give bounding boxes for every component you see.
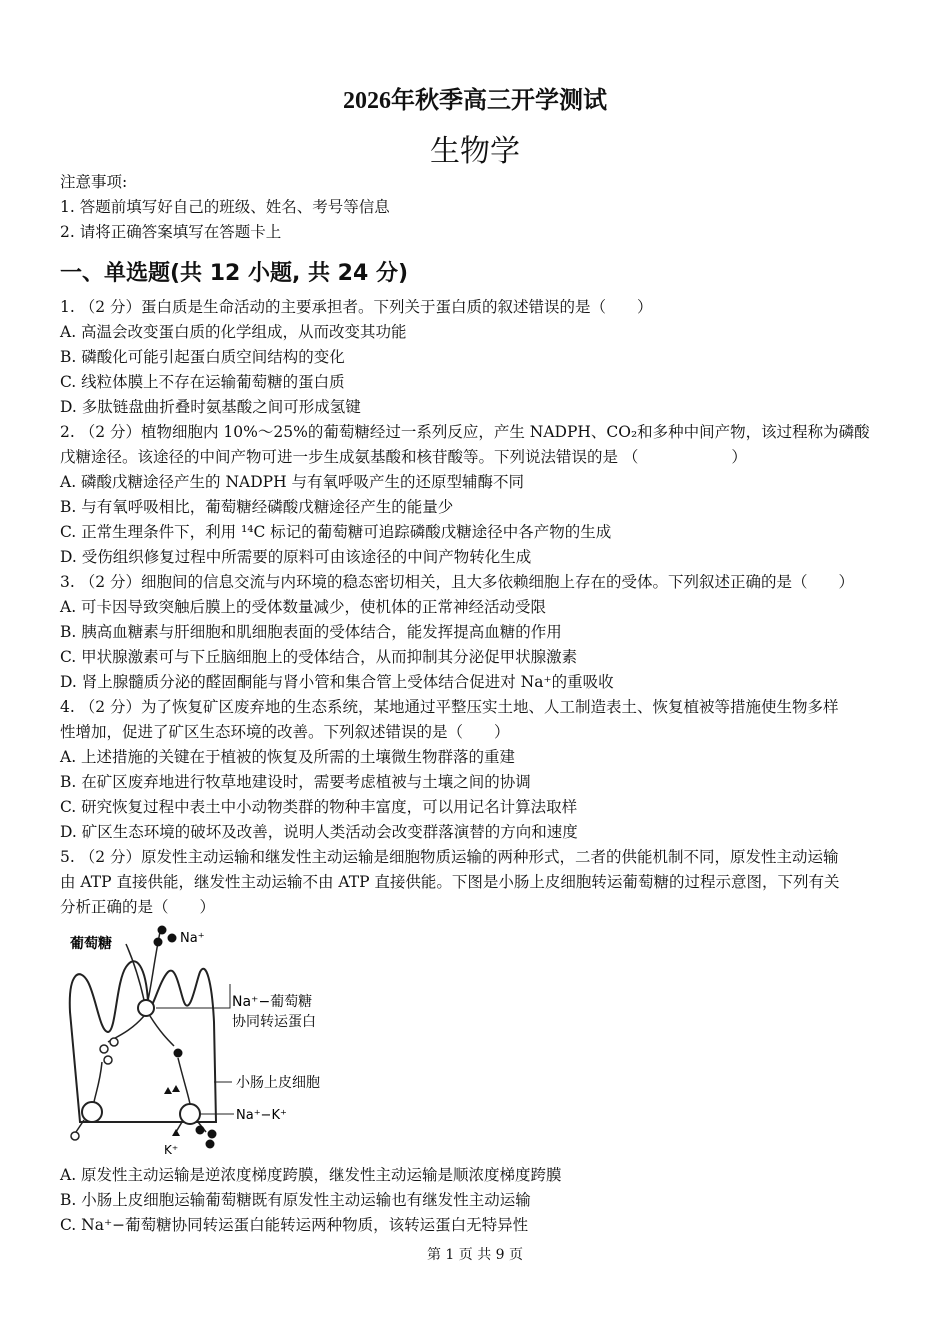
label-pump: Na⁺−K⁺	[236, 1108, 287, 1123]
section-title: 一、单选题(共 12 小题, 共 24 分)	[60, 261, 408, 286]
q1-option-c: C. 线粒体膜上不存在运输葡萄糖的蛋白质	[60, 373, 345, 391]
q2-option-a: A. 磷酸戊糖途径产生的 NADPH 与有氧呼吸产生的还原型辅酶不同	[60, 473, 525, 491]
q4-option-d: D. 矿区生态环境的破坏及改善，说明人类活动会改变群落演替的方向和速度	[60, 823, 578, 841]
label-glucose: 葡萄糖	[70, 936, 112, 952]
label-cotransporter-1: Na⁺−葡萄糖	[232, 994, 313, 1010]
q4-option-b: B. 在矿区废弃地进行牧草地建设时，需要考虑植被与土壤之间的协调	[60, 773, 531, 791]
q2-stem-line-1: 2. （2 分）植物细胞内 10%～25%的葡萄糖经过一系列反应，产生 NADPH、CO₂和多种中间产物，该过程称为磷酸	[60, 423, 870, 441]
notes-item-1: 1. 答题前填写好自己的班级、姓名、考号等信息	[60, 198, 390, 216]
q1-stem: 1. （2 分）蛋白质是生命活动的主要承担者。下列关于蛋白质的叙述错误的是（ ）	[60, 298, 653, 316]
q2-option-b: B. 与有氧呼吸相比，葡萄糖经磷酸戊糖途径产生的能量少	[60, 498, 454, 516]
q3-option-a: A. 可卡因导致突触后膜上的受体数量减少，使机体的正常神经活动受限	[60, 598, 547, 616]
q5-stem-line-3: 分析正确的是（ ）	[60, 898, 216, 916]
label-k: K⁺	[164, 1143, 179, 1157]
cell-membrane	[70, 961, 216, 1122]
label-cell: 小肠上皮细胞	[236, 1075, 320, 1091]
q5-option-b: B. 小肠上皮细胞运输葡萄糖既有原发性主动运输也有继发性主动运输	[60, 1191, 531, 1209]
notes-heading: 注意事项:	[60, 173, 128, 191]
q5-option-c: C. Na⁺−葡萄糖协同转运蛋白能转运两种物质，该转运蛋白无特异性	[60, 1216, 529, 1234]
q1-option-a: A. 高温会改变蛋白质的化学组成，从而改变其功能	[60, 323, 407, 341]
q4-option-a: A. 上述措施的关键在于植被的恢复及所需的土壤微生物群落的重建	[60, 748, 516, 766]
q3-stem: 3. （2 分）细胞间的信息交流与内环境的稳态密切相关，且大多依赖细胞上存在的受体。下列叙述正确的是（ ）	[60, 573, 855, 591]
q4-option-c: C. 研究恢复过程中表土中小动物类群的物种丰富度，可以用记名计算法取样	[60, 798, 578, 816]
q3-option-b: B. 胰高血糖素与肝细胞和肌细胞表面的受体结合，能发挥提高血糖的作用	[60, 623, 562, 641]
na-k-pump-circle	[180, 1104, 200, 1124]
label-na-apical: Na⁺	[180, 931, 205, 946]
q1-option-b: B. 磷酸化可能引起蛋白质空间结构的变化	[60, 348, 345, 366]
q2-option-d: D. 受伤组织修复过程中所需要的原料可由该途径的中间产物转化生成	[60, 548, 532, 566]
glucose-carrier-circle	[82, 1102, 102, 1122]
q2-stem-line-2: 戊糖途径。该途径的中间产物可进一步生成氨基酸和核苷酸等。下列说法错误的是 （ ）	[60, 448, 747, 466]
q4-stem-line-2: 性增加，促进了矿区生态环境的改善。下列叙述错误的是（ ）	[60, 723, 510, 741]
q4-stem-line-1: 4. （2 分）为了恢复矿区废弃地的生态系统，某地通过平整压实土地、人工制造表土、恢复植被等措施使生物多样	[60, 698, 839, 716]
intestinal-cell-figure	[60, 922, 360, 1162]
q5-stem-line-1: 5. （2 分）原发性主动运输和继发性主动运输是细胞物质运输的两种形式，二者的供能机制不同，原发性主动运输	[60, 848, 839, 866]
q5-stem-line-2: 由 ATP 直接供能，继发性主动运输不由 ATP 直接供能。下图是小肠上皮细胞转运葡萄糖的过程示意图，下列有关	[60, 873, 840, 891]
q1-option-d: D. 多肽链盘曲折叠时氨基酸之间可形成氢键	[60, 398, 361, 416]
cotransporter-circle	[138, 1000, 154, 1016]
subject-title: 生物学	[430, 134, 520, 169]
label-cotransporter-2: 协同转运蛋白	[232, 1014, 316, 1030]
exam-title: 2026年秋季高三开学测试	[343, 88, 607, 114]
q3-option-d: D. 肾上腺髓质分泌的醛固酮能与肾小管和集合管上受体结合促进对 Na⁺的重吸收	[60, 673, 614, 691]
q3-option-c: C. 甲状腺激素可与下丘脑细胞上的受体结合，从而抑制其分泌促甲状腺激素	[60, 648, 578, 666]
q5-option-a: A. 原发性主动运输是逆浓度梯度跨膜，继发性主动运输是顺浓度梯度跨膜	[60, 1166, 562, 1184]
notes-item-2: 2. 请将正确答案填写在答题卡上	[60, 223, 282, 241]
page-footer: 第 1 页 共 9 页	[426, 1247, 524, 1263]
q2-option-c: C. 正常生理条件下，利用 ¹⁴C 标记的葡萄糖可追踪磷酸戊糖途径中各产物的生成	[60, 523, 612, 541]
